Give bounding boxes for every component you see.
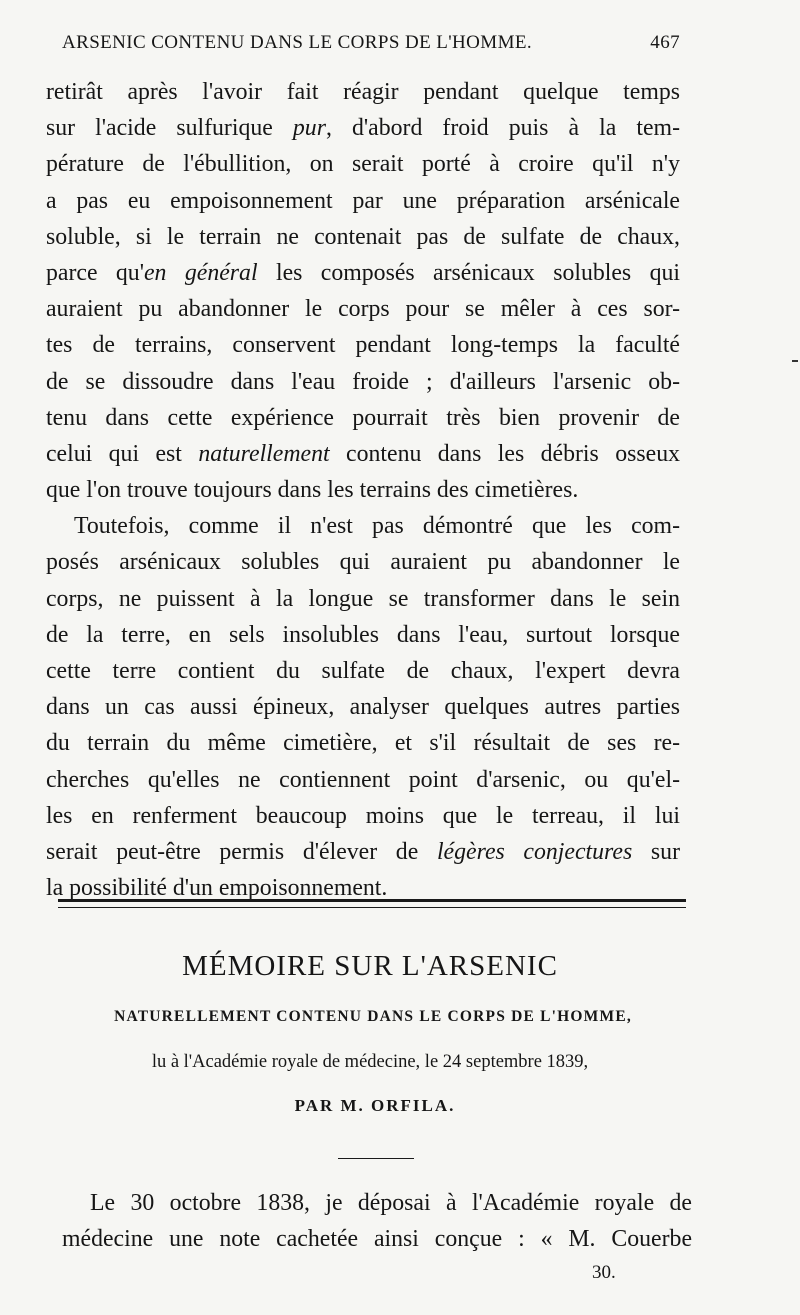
text-line: celui qui est naturellement contenu dans les débris osseux [46, 440, 680, 467]
text-line: tes de terrains, conservent pendant long-temps la faculté [46, 332, 680, 359]
section-divider [58, 899, 686, 908]
text-line: auraient pu abandonner le corps pour se mêler à ces sor- [46, 296, 680, 323]
text-line: parce qu'en général les composés arsénicaux solubles qui [46, 259, 681, 286]
text-line: de se dissoudre dans l'eau froide ; d'ailleurs l'arsenic ob- [46, 368, 680, 395]
text-line: retirât après l'avoir fait réagir pendant quelque temps [46, 79, 680, 105]
text-line: cherches qu'elles ne contiennent point d'arsenic, ou qu'el- [46, 766, 680, 793]
text-line: cette terre contient du sulfate de chaux, l'expert devra [46, 658, 680, 684]
short-divider [338, 1158, 414, 1159]
text-line: dans un cas aussi épineux, analyser quelques autres parties [46, 694, 680, 721]
text-line: que l'on trouve toujours dans les terrains des cimetières. [46, 477, 579, 504]
text-line: médecine une note cachetée ainsi conçue : « M. Couerbe [62, 1226, 692, 1253]
text-line: du terrain du même cimetière, et s'il résultait de ses re- [46, 730, 680, 757]
italic-text: naturellement [198, 440, 330, 467]
text-line: tenu dans cette expérience pourrait très bien provenir de [46, 404, 680, 431]
memoir-body [62, 1185, 692, 1257]
text-line: de la terre, en sels insolubles dans l'eau, surtout lorsque [46, 621, 680, 648]
text-line: posés arsénicaux solubles qui auraient pu abandonner le [46, 549, 680, 576]
text-line: Le 30 octobre 1838, je déposai à l'Académie royale de [90, 1190, 692, 1216]
italic-text: légères conjectures [436, 838, 633, 865]
running-head [62, 32, 680, 54]
signature-mark: 30. [592, 1262, 616, 1283]
memoir-read-at: lu à l'Académie royale de médecine, le 24 septembre 1839, [151, 1052, 589, 1072]
text-line: la possibilité d'un empoisonnement. [46, 875, 388, 902]
body-text [46, 74, 680, 906]
running-title: ARSENIC CONTENU DANS LE CORPS DE L'HOMME. [62, 32, 533, 53]
italic-text: pur [292, 115, 326, 142]
text-line: Toutefois, comme il n'est pas démontré que les com- [74, 513, 680, 540]
memoir-author: PAR M. ORFILA. [294, 1096, 456, 1115]
margin-mark [792, 360, 798, 362]
page-number: 467 [650, 32, 680, 53]
text-line: soluble, si le terrain ne contenait pas de sulfate de chaux, [46, 223, 680, 250]
text-line: a pas eu empoisonnement par une préparation arsénicale [46, 187, 680, 214]
memoir-subtitle: NATURELLEMENT CONTENU DANS LE CORPS DE L'HOMME, [114, 1008, 632, 1025]
text-line: corps, ne puissent à la longue se transformer dans le sein [46, 585, 680, 612]
text-line: sur l'acide sulfurique pur, d'abord froid puis à la tem- [46, 115, 680, 142]
text-line: serait peut-être permis d'élever de légères conjectures sur [46, 838, 680, 865]
italic-text: en général [144, 259, 258, 286]
text-line: pérature de l'ébullition, on serait porté à croire qu'il n'y [46, 151, 680, 178]
memoir-title: MÉMOIRE SUR L'ARSENIC [182, 950, 558, 982]
text-line: les en renferment beaucoup moins que le terreau, il lui [46, 802, 680, 829]
